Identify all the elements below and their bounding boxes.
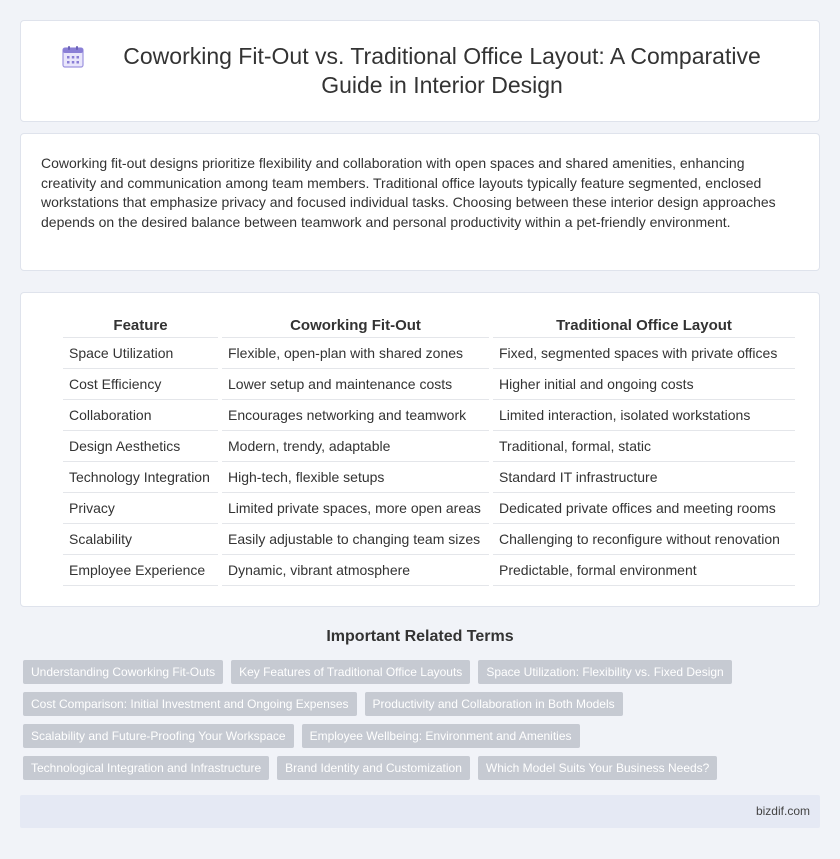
feature-cell: Cost Efficiency — [63, 369, 218, 400]
comparison-table-card — [20, 292, 820, 607]
table-row — [63, 369, 795, 400]
related-term-tag[interactable]: Technological Integration and Infrastructure — [23, 756, 269, 780]
table-header-row — [63, 313, 795, 338]
feature-cell: Space Utilization — [63, 338, 218, 369]
related-term-tag[interactable]: Understanding Coworking Fit-Outs — [23, 660, 223, 684]
related-term-tag[interactable]: Space Utilization: Flexibility vs. Fixed Design — [478, 660, 731, 684]
traditional-cell: Limited interaction, isolated workstations — [493, 400, 795, 431]
table-row — [63, 400, 795, 431]
intro-paragraph: Coworking fit-out designs prioritize flexibility and collaboration with open spaces and shared amenities, enhancing creativity and communication among team members. Traditional office layouts typically feature segmented, enclosed workstations that emphasize privacy and focused individual tasks. Choosing between these interior design approaches depends on the desired balance between teamwork and personal productivity within a pet-friendly environment. — [41, 155, 776, 230]
feature-cell: Technology Integration — [63, 462, 218, 493]
comparison-table — [63, 313, 795, 586]
table-row — [63, 524, 795, 555]
traditional-cell: Standard IT infrastructure — [493, 462, 795, 493]
column-header-traditional: Traditional Office Layout — [493, 313, 795, 338]
coworking-cell: Lower setup and maintenance costs — [222, 369, 489, 400]
header-card — [20, 20, 820, 122]
related-term-tag[interactable]: Which Model Suits Your Business Needs? — [478, 756, 717, 780]
coworking-cell: Easily adjustable to changing team sizes — [222, 524, 489, 555]
coworking-cell: Flexible, open-plan with shared zones — [222, 338, 489, 369]
footer-site-link[interactable]: bizdif.com — [755, 804, 810, 818]
column-header-coworking: Coworking Fit-Out — [222, 313, 489, 338]
related-term-tag[interactable]: Brand Identity and Customization — [277, 756, 470, 780]
feature-cell: Scalability — [63, 524, 218, 555]
related-term-tag[interactable]: Key Features of Traditional Office Layouts — [231, 660, 470, 684]
footer — [20, 795, 820, 828]
intro-card — [20, 133, 820, 271]
traditional-cell: Dedicated private offices and meeting rooms — [493, 493, 795, 524]
table-row — [63, 462, 795, 493]
table-row — [63, 431, 795, 462]
page-title: Coworking Fit-Out vs. Traditional Office Layout: A Comparative Guide in Interior Design — [123, 43, 761, 98]
coworking-cell: High-tech, flexible setups — [222, 462, 489, 493]
coworking-cell: Dynamic, vibrant atmosphere — [222, 555, 489, 586]
traditional-cell: Predictable, formal environment — [493, 555, 795, 586]
column-header-feature: Feature — [63, 313, 218, 338]
table-row — [63, 338, 795, 369]
table-row — [63, 493, 795, 524]
table-row — [63, 555, 795, 586]
feature-cell: Privacy — [63, 493, 218, 524]
traditional-cell: Challenging to reconfigure without renovation — [493, 524, 795, 555]
calendar-icon — [61, 45, 85, 69]
coworking-cell: Limited private spaces, more open areas — [222, 493, 489, 524]
feature-cell: Design Aesthetics — [63, 431, 218, 462]
related-term-tag[interactable]: Scalability and Future-Proofing Your Workspace — [23, 724, 294, 748]
traditional-cell: Fixed, segmented spaces with private offices — [493, 338, 795, 369]
related-terms-title: Important Related Terms — [326, 628, 514, 645]
coworking-cell: Encourages networking and teamwork — [222, 400, 489, 431]
related-terms-list — [23, 660, 823, 788]
related-term-tag[interactable]: Productivity and Collaboration in Both Models — [365, 692, 623, 716]
traditional-cell: Traditional, formal, static — [493, 431, 795, 462]
feature-cell: Collaboration — [63, 400, 218, 431]
coworking-cell: Modern, trendy, adaptable — [222, 431, 489, 462]
related-term-tag[interactable]: Employee Wellbeing: Environment and Amenities — [302, 724, 580, 748]
related-term-tag[interactable]: Cost Comparison: Initial Investment and Ongoing Expenses — [23, 692, 357, 716]
feature-cell: Employee Experience — [63, 555, 218, 586]
traditional-cell: Higher initial and ongoing costs — [493, 369, 795, 400]
